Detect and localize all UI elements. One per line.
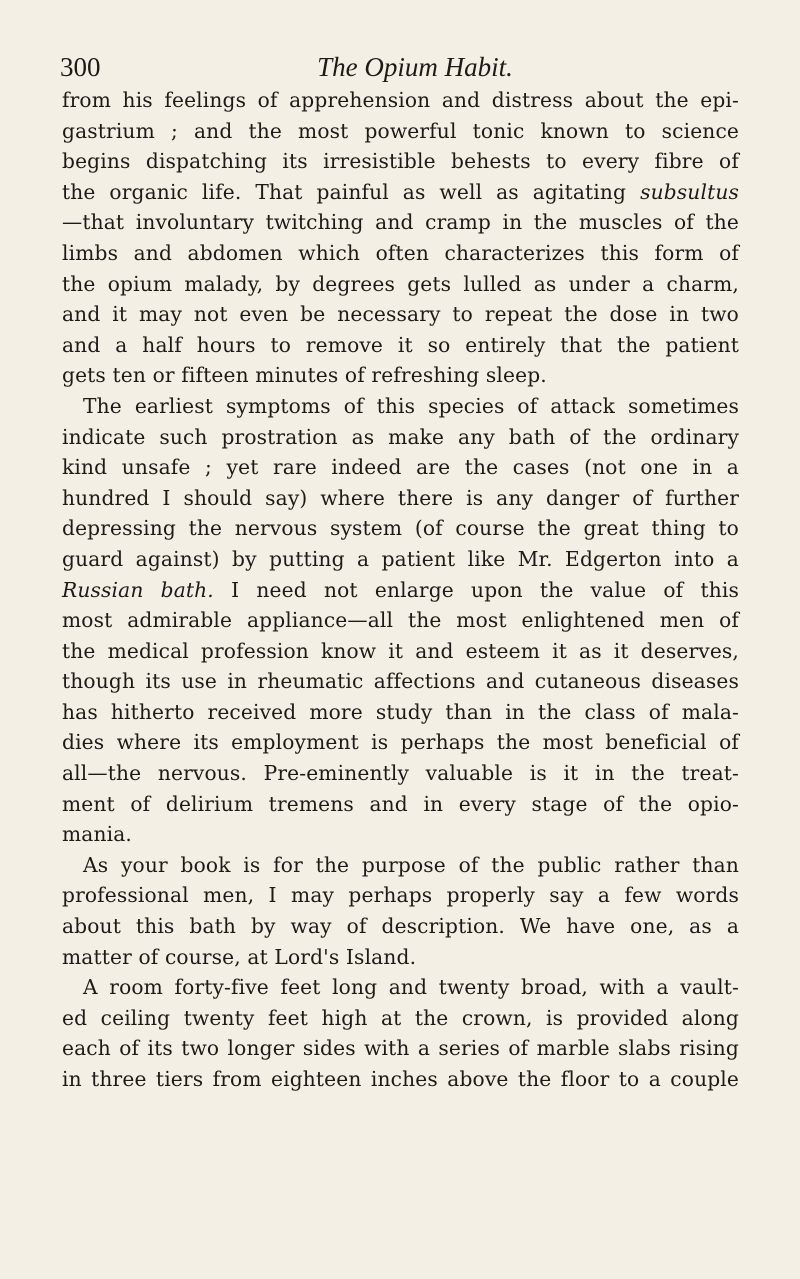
- text-line: kind unsafe ; yet rare indeed are the cases (not one in a: [62, 455, 739, 480]
- text-line: The earliest symptoms of this species of attack sometimes: [83, 393, 739, 418]
- text-line: in three tiers from eighteen inches above the floor to a couple: [62, 1067, 739, 1091]
- text-line: gets ten or fifteen minutes of refreshing sleep.: [62, 363, 547, 388]
- text-line: dies where its employment is perhaps the most beneficial of: [62, 730, 739, 755]
- text-line: [62, 575, 739, 606]
- text-segment: I need not enlarge upon the value of this: [231, 577, 739, 602]
- text-segment: the organic life. That painful as well as agitating: [62, 179, 627, 204]
- text-line: matter of course, at Lord's Island.: [62, 944, 417, 969]
- text-line: depressing the nervous system (of course the great thing to: [62, 516, 739, 541]
- text-line: [62, 177, 739, 208]
- text-line: limbs and abdomen which often characterizes this form of: [62, 240, 739, 265]
- text-line: the medical profession know it and esteem it as it deserves,: [62, 638, 739, 663]
- text-line: each of its two longer sides with a series of marble slabs rising: [62, 1036, 739, 1061]
- text-line: most admirable appliance—all the most enlightened men of: [62, 608, 739, 633]
- text-line: begins dispatching its irresistible behests to every fibre of: [62, 149, 739, 174]
- text-line: indicate such prostration as make any bath of the ordinary: [62, 424, 739, 449]
- text-line: As your book is for the purpose of the public rather than: [83, 852, 739, 877]
- page-number: 300: [60, 52, 101, 82]
- text-line: and it may not even be necessary to repeat the dose in two: [62, 302, 739, 327]
- text-line: though its use in rheumatic affections and cutaneous diseases: [62, 669, 739, 694]
- text-line: gastrium ; and the most powerful tonic known to science: [62, 118, 739, 143]
- text-line: and a half hours to remove it so entirely that the patient: [62, 332, 739, 357]
- text-line: hundred I should say) where there is any danger of further: [62, 485, 739, 510]
- text-line: ment of delirium tremens and in every stage of the opio-: [62, 791, 739, 816]
- text-line: mania.: [62, 822, 132, 847]
- italic-term: Russian bath.: [62, 577, 214, 602]
- text-line: about this bath by way of description. We have one, as a: [62, 914, 739, 939]
- running-title: The Opium Habit.: [317, 52, 513, 82]
- text-line: A room forty-five feet long and twenty broad, with a vault-: [83, 975, 739, 1000]
- text-line: from his feelings of apprehension and distress about the epi-: [62, 88, 739, 112]
- text-line: ed ceiling twenty feet high at the crown, is provided along: [62, 1005, 739, 1030]
- text-line: has hitherto received more study than in the class of mala-: [62, 699, 739, 724]
- text-line: —that involuntary twitching and cramp in the muscles of the: [62, 210, 739, 235]
- text-line: all—the nervous. Pre-eminently valuable is it in the treat-: [62, 761, 739, 786]
- body-text: [62, 85, 739, 1095]
- text-line: professional men, I may perhaps properly say a few words: [62, 883, 739, 908]
- text-line: the opium malady, by degrees gets lulled as under a charm,: [62, 271, 739, 296]
- text-line: guard against) by putting a patient like Mr. Edgerton into a: [62, 546, 739, 571]
- italic-term: subsultus: [640, 179, 739, 204]
